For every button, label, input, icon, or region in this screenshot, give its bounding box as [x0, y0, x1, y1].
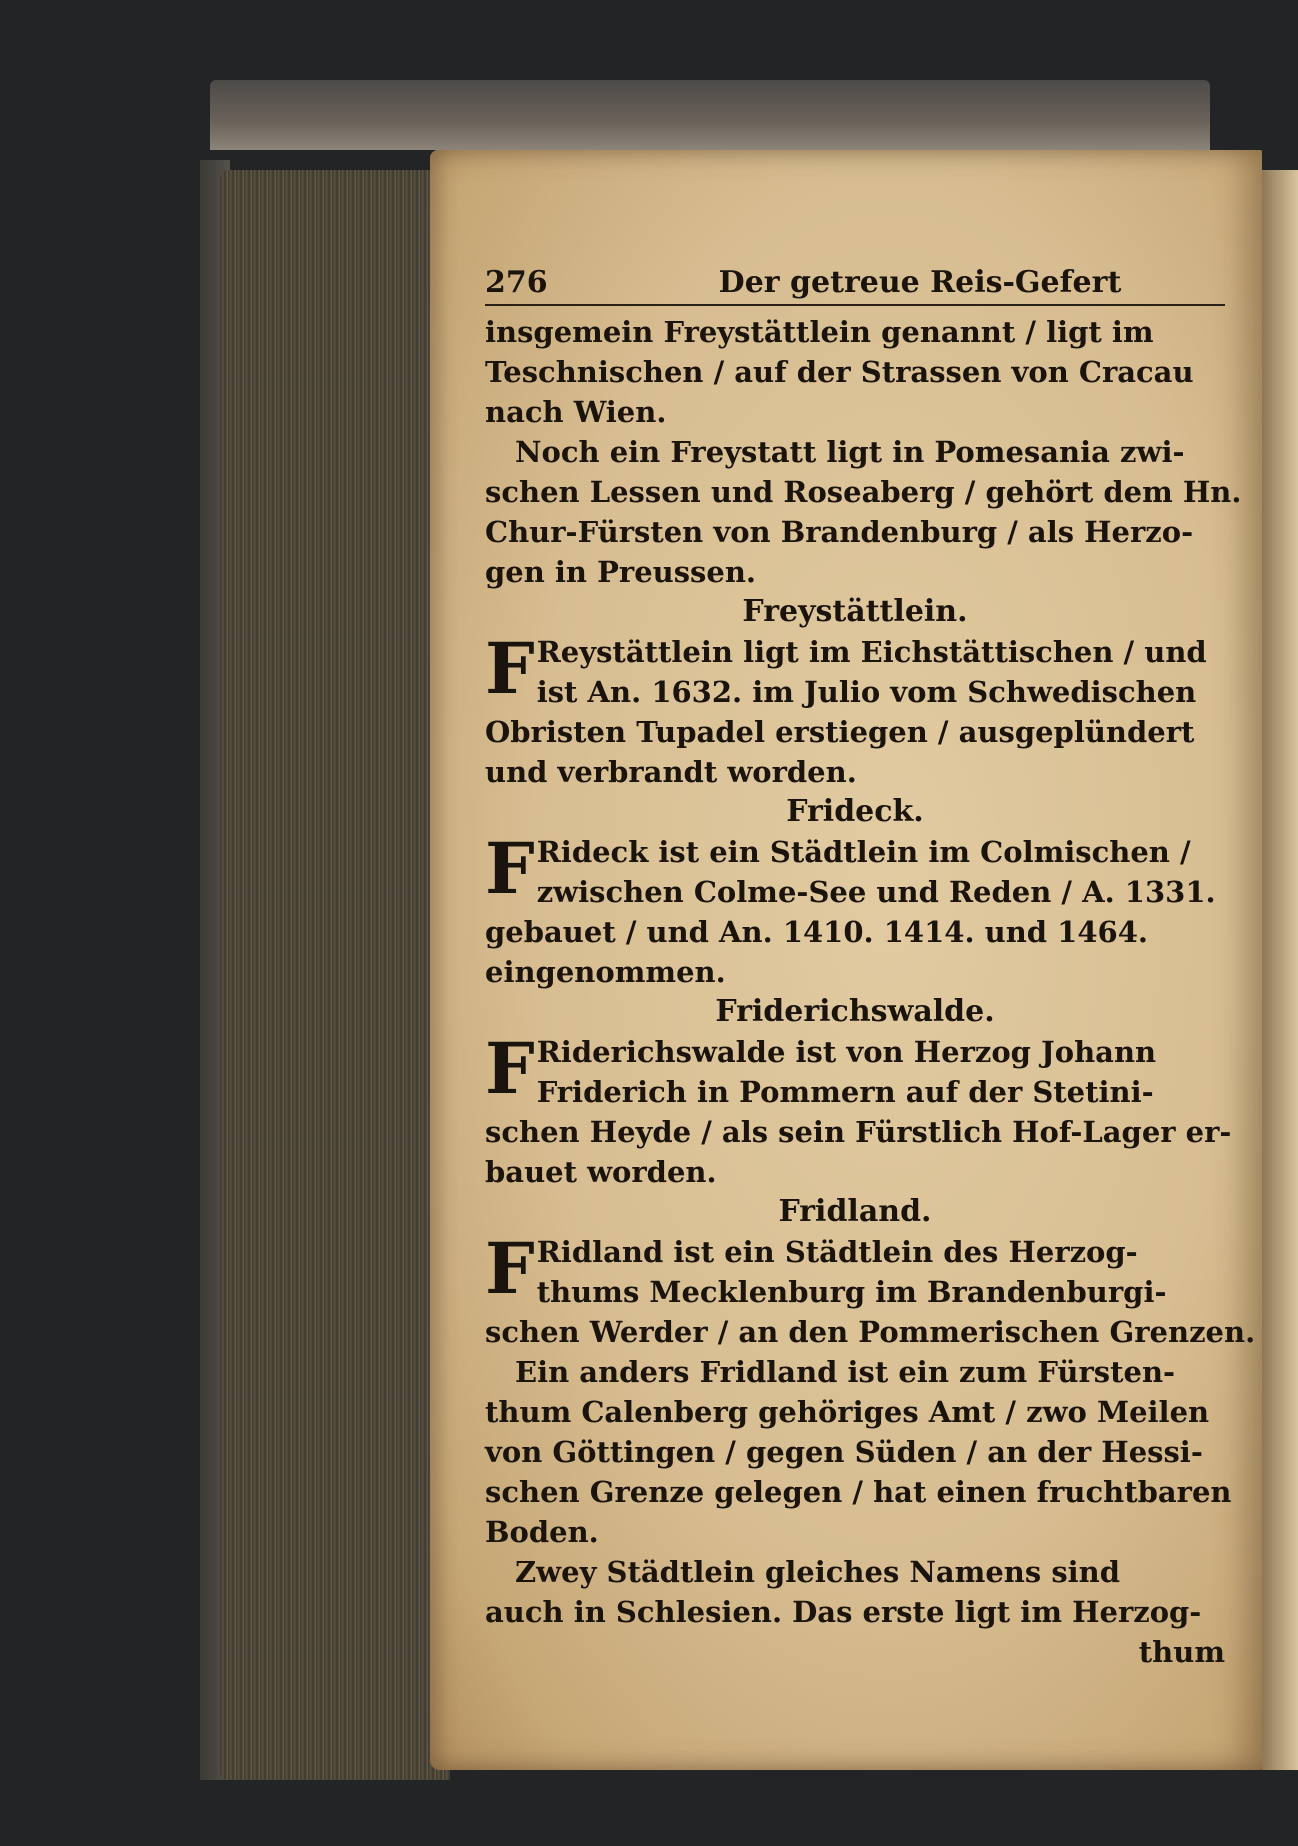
- text-line: zwischen Colme-See und Reden / A. 1331.: [536, 875, 1216, 909]
- text-line: Rideck ist ein Städtlein im Colmischen /: [536, 835, 1191, 869]
- text-line: Zwey Städtlein gleiches Namens sind: [515, 1555, 1121, 1589]
- entry-paragraph: [485, 627, 1225, 792]
- drop-initial: F: [485, 627, 535, 710]
- text-line: von Göttingen / gegen Süden / an der Hessi-: [485, 1435, 1203, 1469]
- page-text: [485, 265, 1256, 1672]
- catchword: thum: [1138, 1635, 1225, 1669]
- entry-heading: Frideck.: [786, 794, 924, 829]
- text-line: gebauet / und An. 1410. 1414. und 1464.: [485, 915, 1148, 949]
- book-top-edge: [210, 80, 1210, 150]
- text-line: Chur-Fürsten von Brandenburg / als Herzo-: [485, 515, 1194, 549]
- text-line: Ein anders Fridland ist ein zum Fürsten-: [515, 1355, 1176, 1389]
- running-title: Der getreue Reis-Gefert: [718, 265, 1122, 300]
- drop-initial: F: [485, 1227, 535, 1310]
- text-line: eingenommen.: [485, 955, 726, 989]
- entry-heading: Freystättlein.: [742, 594, 968, 629]
- book-page: [430, 150, 1262, 1770]
- text-line: thum Calenberg gehöriges Amt / zwo Meilen: [485, 1395, 1210, 1429]
- text-line: Boden.: [485, 1515, 599, 1549]
- text-line: insgemein Freystättlein genannt / ligt im: [485, 315, 1154, 349]
- text-line: nach Wien.: [485, 395, 667, 429]
- text-line: schen Werder / an den Pommerischen Grenzen.: [485, 1315, 1256, 1349]
- text-line: Obristen Tupadel erstiegen / ausgeplündert: [485, 715, 1195, 749]
- text-line: Teschnischen / auf der Strassen von Cracau: [485, 355, 1194, 389]
- entry-heading: Fridland.: [778, 1194, 932, 1229]
- text-line: thums Mecklenburg im Brandenburgi-: [536, 1275, 1167, 1309]
- text-line: Friderich in Pommern auf der Stetini-: [536, 1075, 1154, 1109]
- text-line: auch in Schlesien. Das erste ligt im Herzog-: [485, 1595, 1202, 1629]
- drop-initial: F: [485, 1027, 535, 1110]
- page-edges: [220, 170, 450, 1780]
- book: [200, 80, 1298, 1780]
- text-line: schen Lessen und Roseaberg / gehört dem Hn.: [485, 475, 1242, 509]
- page-header: [485, 265, 1225, 306]
- page-number: 276: [485, 265, 548, 300]
- text-line: gen in Preussen.: [485, 555, 757, 589]
- entry-paragraph: [485, 827, 1225, 992]
- text-line: und verbrandt worden.: [485, 755, 857, 789]
- text-line: Ridland ist ein Städtlein des Herzog-: [536, 1235, 1138, 1269]
- entry-paragraph: [485, 1227, 1256, 1352]
- text-line: Riderichswalde ist von Herzog Johann: [536, 1035, 1157, 1069]
- text-line: schen Heyde / als sein Fürstlich Hof-Lager er-: [485, 1115, 1232, 1149]
- entry-heading: Friderichswalde.: [715, 994, 995, 1029]
- text-line: Noch ein Freystatt ligt in Pomesania zwi-: [515, 435, 1185, 469]
- entry-paragraph: [485, 1027, 1232, 1192]
- text-line: ist An. 1632. im Julio vom Schwedischen: [536, 675, 1197, 709]
- text-line: bauet worden.: [485, 1155, 717, 1189]
- drop-initial: F: [485, 827, 535, 910]
- facing-page-edge: [1262, 170, 1298, 1770]
- text-line: Reystättlein ligt im Eichstättischen / und: [536, 635, 1207, 669]
- text-line: schen Grenze gelegen / hat einen fruchtbaren: [485, 1475, 1232, 1509]
